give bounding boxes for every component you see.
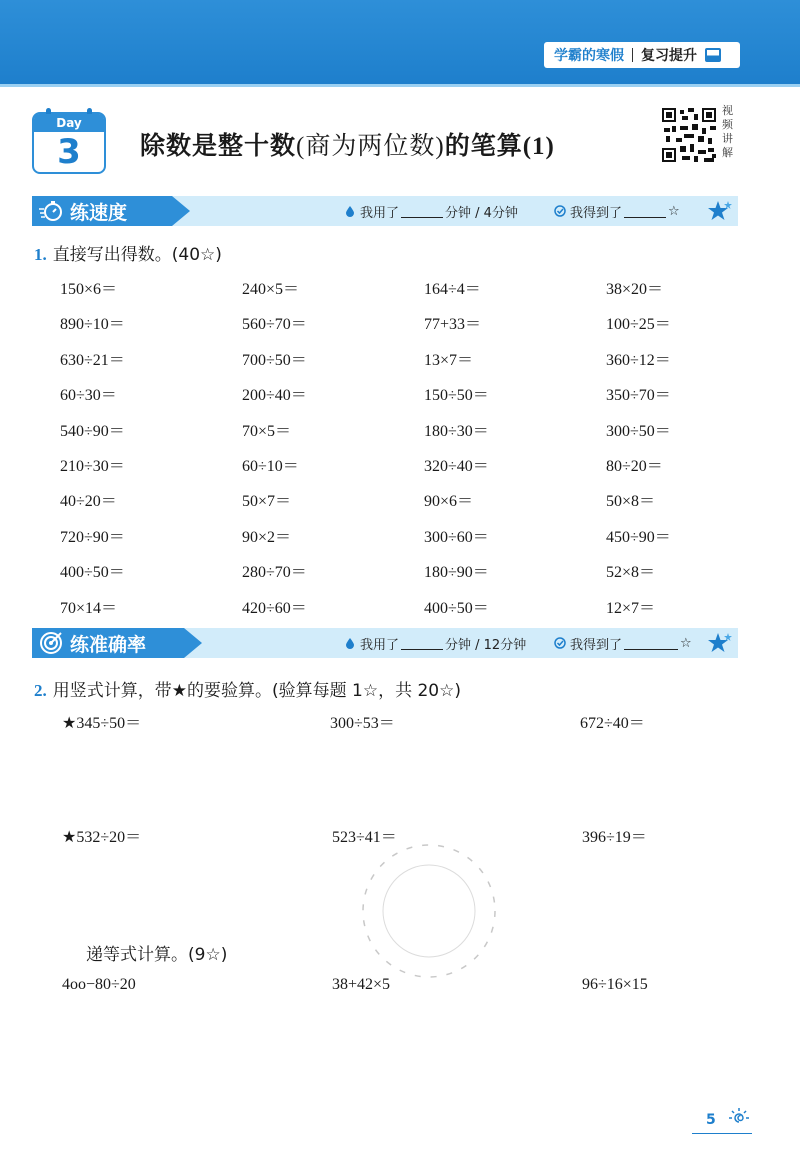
oral-calc-item: 630÷21＝ [60, 352, 125, 369]
oral-calc-item: 77+33＝ [424, 316, 482, 333]
watermark-stamp [354, 836, 504, 986]
day-label: Day [34, 114, 104, 132]
brand-separator [632, 48, 633, 62]
oral-calc-item: 50×8＝ [606, 493, 656, 510]
oral-calc-item: 164÷4＝ [424, 281, 481, 298]
vertical-calc-item: ★345÷50＝ [62, 715, 142, 732]
vertical-calc-item: ★532÷20＝ [62, 829, 142, 846]
header-divider [0, 84, 800, 87]
oral-calc-item: 420÷60＝ [242, 600, 307, 617]
section-bar-speed [32, 196, 738, 226]
star-glyph: ☆ [668, 203, 680, 219]
time-suffix: 分钟 / 4分钟 [445, 205, 518, 221]
stars-got-label: 我得到了 [570, 205, 623, 221]
stars-blank[interactable] [624, 637, 678, 650]
title-number: (1) [522, 133, 555, 160]
oral-calc-item: 300÷50＝ [606, 423, 671, 440]
qr-caption: 视频讲解 [722, 104, 733, 159]
oral-calc-item: 150×6＝ [60, 281, 118, 298]
title-sub: 商为两位数 [305, 131, 436, 160]
page-title [140, 126, 555, 162]
stepwise-calc-item: 38+42×5 [332, 976, 391, 993]
oral-calc-item: 60÷30＝ [60, 387, 117, 404]
stars-got [554, 628, 692, 658]
oral-calc-item: 50×7＝ [242, 493, 292, 510]
oral-calc-item: 200÷40＝ [242, 387, 307, 404]
page-number: 5 [706, 1112, 716, 1128]
oral-calc-item: 720÷90＝ [60, 529, 125, 546]
oral-calc-item: 300÷60＝ [424, 529, 489, 546]
brand-title: 学霸的寒假 [554, 48, 624, 64]
oral-calc-item: 180÷90＝ [424, 564, 489, 581]
question-number: 2. [34, 681, 47, 700]
time-used-label: 我用了 [360, 205, 400, 221]
title-tail: 的笔算 [444, 131, 523, 160]
oral-calc-item: 890÷10＝ [60, 316, 125, 333]
oral-calc-item: 12×7＝ [606, 600, 656, 617]
sun-swirl-icon [726, 1106, 752, 1132]
oral-calc-item: 240×5＝ [242, 281, 300, 298]
time-used [344, 628, 526, 658]
page-number-underline [692, 1133, 752, 1134]
time-blank[interactable] [401, 205, 443, 218]
question-2-heading [34, 676, 461, 701]
title-main: 除数是整十数 [140, 131, 297, 160]
oral-calc-item: 90×6＝ [424, 493, 474, 510]
section-bar-accuracy [32, 628, 738, 658]
section-tab-accuracy [32, 628, 184, 658]
question-number: 1. [34, 245, 47, 264]
sparkle-star-icon [706, 631, 732, 655]
question-text: 递等式计算。(9☆) [86, 945, 228, 965]
oral-calc-item: 540÷90＝ [60, 423, 125, 440]
day-badge [32, 112, 106, 174]
stars-got [554, 196, 680, 226]
check-circle-icon [554, 637, 566, 649]
series-title: 复习提升 [641, 48, 697, 64]
oral-calc-item: 70×5＝ [242, 423, 292, 440]
vertical-calc-item: 523÷41＝ [332, 829, 397, 846]
stars-got-label: 我得到了 [570, 637, 623, 653]
sparkle-star-icon [706, 199, 732, 223]
title-paren-open: ( [296, 133, 306, 160]
oral-calc-item: 60÷10＝ [242, 458, 299, 475]
oral-calc-item: 210÷30＝ [60, 458, 125, 475]
title-paren-close: ) [435, 133, 445, 160]
oral-calc-item: 13×7＝ [424, 352, 474, 369]
vertical-calc-item: 300÷53＝ [330, 715, 395, 732]
oral-calc-item: 700÷50＝ [242, 352, 307, 369]
drop-icon [344, 205, 356, 217]
oral-calc-item: 180÷30＝ [424, 423, 489, 440]
section-tab-label: 练速度 [70, 201, 128, 224]
section-tab-label: 练准确率 [70, 633, 147, 656]
oral-calc-item: 280÷70＝ [242, 564, 307, 581]
oral-calc-item: 52×8＝ [606, 564, 656, 581]
oral-calc-item: 150÷50＝ [424, 387, 489, 404]
series-label [544, 42, 740, 68]
question-text: 用竖式计算，带★的要验算。(验算每题 1☆，共 20☆) [52, 681, 461, 701]
oral-calc-item: 400÷50＝ [424, 600, 489, 617]
oral-calc-item: 90×2＝ [242, 529, 292, 546]
check-circle-icon [554, 205, 566, 217]
section-tab-speed [32, 196, 172, 226]
vertical-calc-item: 396÷19＝ [582, 829, 647, 846]
oral-calc-item: 450÷90＝ [606, 529, 671, 546]
oral-calc-item: 350÷70＝ [606, 387, 671, 404]
vertical-calc-item: 672÷40＝ [580, 715, 645, 732]
oral-calc-item: 320÷40＝ [424, 458, 489, 475]
qr-code-icon[interactable] [660, 106, 718, 164]
oral-calc-item: 80÷20＝ [606, 458, 663, 475]
oral-calc-item: 560÷70＝ [242, 316, 307, 333]
question-1-heading [34, 240, 222, 265]
day-number: 3 [57, 132, 81, 172]
oral-calc-item: 360÷12＝ [606, 352, 671, 369]
oral-calc-item: 40÷20＝ [60, 493, 117, 510]
oral-calc-item: 400÷50＝ [60, 564, 125, 581]
stopwatch-icon [38, 198, 64, 224]
drop-icon [344, 637, 356, 649]
stepwise-calc-item: 4oo−80÷20 [62, 976, 136, 993]
time-used [344, 196, 518, 226]
oral-calc-item: 70×14＝ [60, 600, 118, 617]
target-icon [38, 630, 64, 656]
stars-blank[interactable] [624, 205, 666, 218]
star-glyph: ☆ [680, 635, 692, 651]
stepwise-calc-item: 96÷16×15 [582, 976, 648, 993]
time-blank[interactable] [401, 637, 443, 650]
question-3-heading [86, 940, 227, 965]
book-icon [705, 48, 721, 62]
time-suffix: 分钟 / 12分钟 [445, 637, 527, 653]
oral-calc-item: 100÷25＝ [606, 316, 671, 333]
oral-calc-item: 38×20＝ [606, 281, 664, 298]
question-text: 直接写出得数。(40☆) [52, 245, 222, 265]
time-used-label: 我用了 [360, 637, 400, 653]
